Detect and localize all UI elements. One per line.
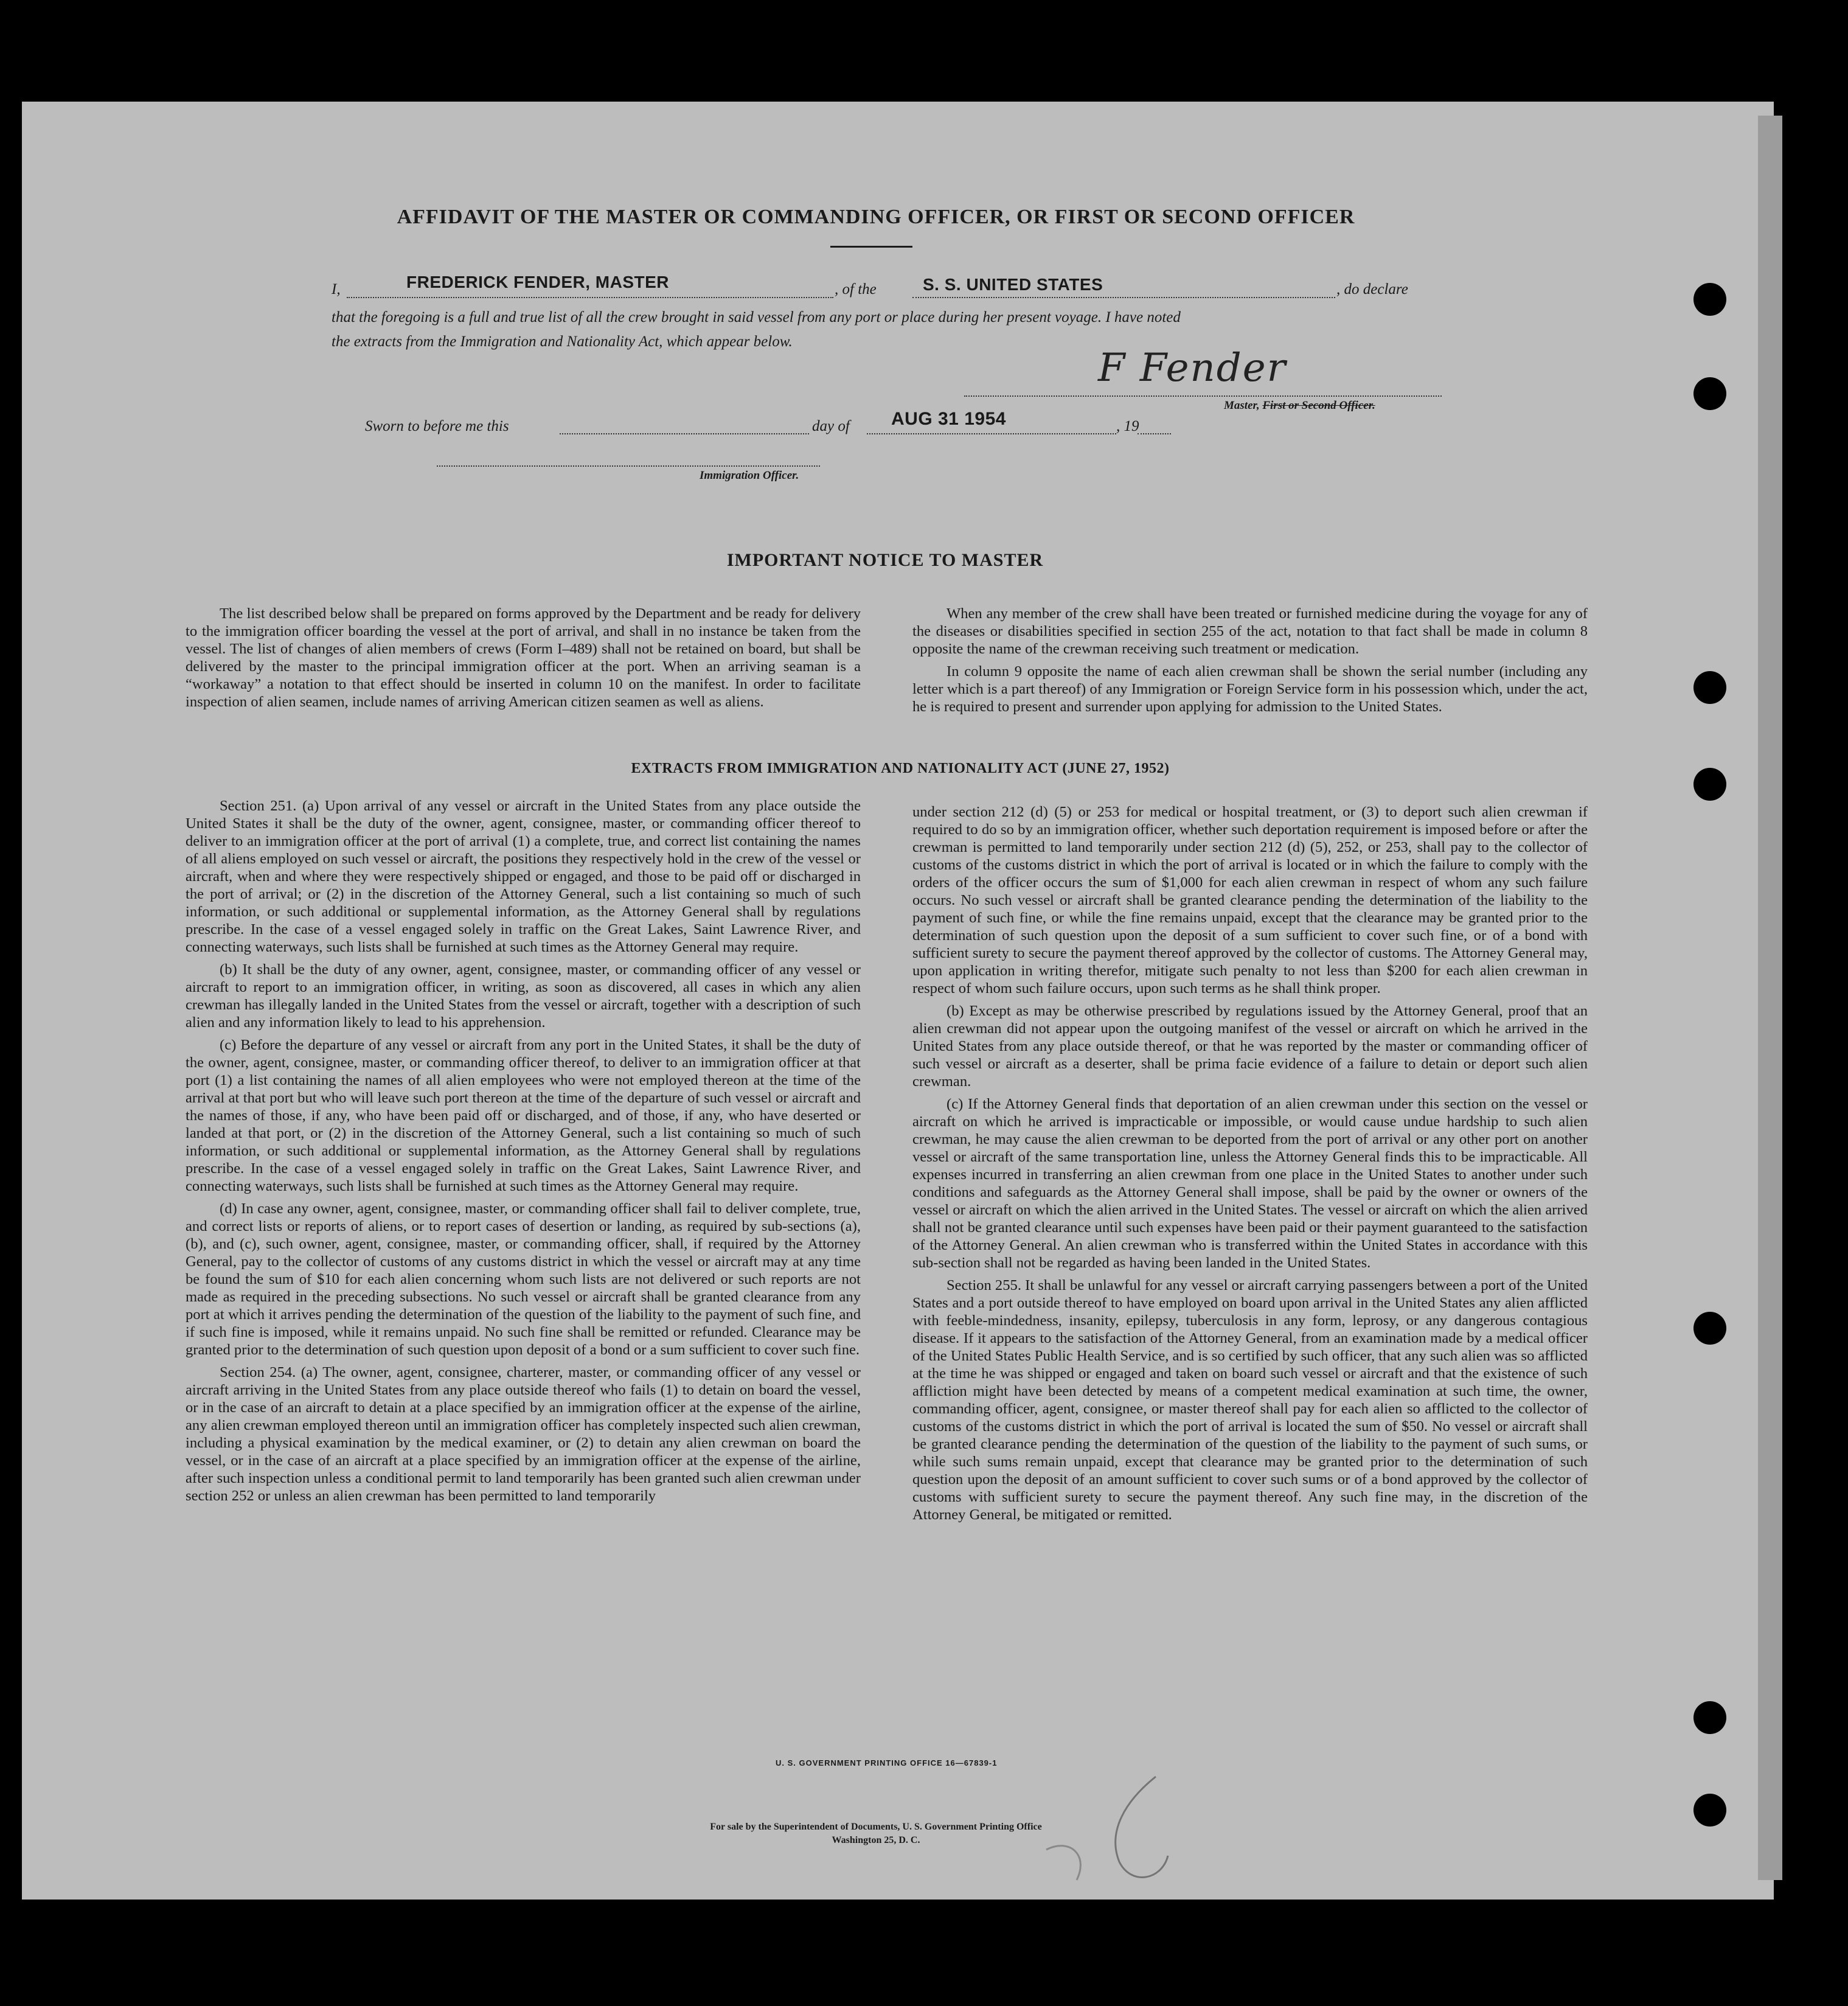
binder-hole (1693, 671, 1726, 704)
section-254c: (c) If the Attorney General finds that deportation of an alien crewman under this section on the vessel or aircraft on which he arrived is impracticable or impossible, or would cause undue hardship to such alien crewman, he may cause the alien crewman to be deported from the port of arrival or any other port on another vessel or aircraft of the same transportation line, unless the Attorney General finds this to be impracticable. All expenses incurred in transferring an alien crewman from one place in the United States to another under such conditions and safeguards as the Attorney General shall impose, shall be paid by the owner or owners of the vessel or aircraft on which the alien arrived in the United States. The vessel or aircraft on which the alien arrived shall not be granted clearance until such expenses have been paid or their payment guaranteed to the satisfaction of the Attorney General. An alien crewman who is transferred within the United States in accordance with this sub-section shall not be regarded as having been landed in the United States. (912, 1096, 1588, 1271)
signature-line (964, 395, 1442, 397)
section-254a-continued: under section 212 (d) (5) or 253 for medical or hospital treatment, or (3) to deport such alien crewman if required to do so by an immigration officer, whether such deportation requirement is imposed before or after the crewman is permitted to land temporarily under section 212 (d) (5), 252, or 253, shall pay to the collector of customs of the customs district in which the port of arrival is located or in which the failure to comply with the orders of the officer occurs the sum of $1,000 for each alien crewman in respect of whom any such failure occurs. No such vessel or aircraft shall be granted clearance pending the determination of the liability to the payment of such fine, or while the fine remains unpaid, except that the clearance may be granted prior to the determination of such question upon the deposit of a sum sufficient to cover such fine, or of a bond with sufficient surety to secure the payment thereof approved by the collector of customs. The Attorney General may, upon application in writing therefor, mitigate such penalty to not less than $200 for each alien crewman in respect of whom such failure occurs, upon such terms as he shall think proper. (912, 804, 1588, 997)
officer-name-field[interactable]: FREDERICK FENDER, MASTER (406, 273, 670, 291)
extracts-right-column (912, 803, 1588, 1528)
sworn-day-line (560, 433, 809, 434)
section-254a: Section 254. (a) The owner, agent, consignee, charterer, master, or commanding officer of any vessel or aircraft arriving in the United States from any place outside thereof who fails (1) to detain on board the vessel, or in the case of an aircraft to detain at a place specified by an immigration officer at the expense of the airline, any alien crewman employed thereon until an immigration officer has completely inspected such alien crewman, including a physical examination by the medical examiner, or (2) to detain any alien crewman on board the vessel, or in the case of an aircraft at a place specified by an immigration officer at the expense of the airline, after such inspection unless a conditional permit to land temporarily has been granted such alien crewman under section 252 or unless an alien crewman has been permitted to land temporarily (186, 1364, 861, 1504)
section-254b: (b) Except as may be otherwise prescribed by regulations issued by the Attorney General, proof that an alien crewman did not appear upon the outgoing manifest of the vessel or aircraft on which he arrived in the United States from any place outside thereof, or that he was reported by the master or commanding officer of such vessel or aircraft as a deserter, shall be prima facie evidence of a failure to detain or deport such alien crewman. (912, 1003, 1588, 1090)
binder-hole (1693, 1701, 1726, 1734)
sale-line-1: For sale by the Superintendent of Documents, U. S. Government Printing Office (710, 1822, 1042, 1832)
do-declare-label: , do declare (1336, 281, 1408, 298)
year-prefix: , 19 (1116, 418, 1139, 434)
immigration-officer-caption: Immigration Officer. (700, 469, 799, 482)
binder-hole (1693, 1312, 1726, 1345)
notice-left-paragraph: The list described below shall be prepared on forms approved by the Department and be ready for delivery to the immigration officer boarding the vessel at the port of arrival, and shall in no instance be taken from the vessel. The list of changes of alien members of crews (Form I–489) shall not be retained on board, but shall be delivered by the master to the principal immigration officer at the port. When an arriving seaman is a “workaway” a notation to that effect should be inserted in column 10 on the manifest. In order to facilitate inspection of alien seamen, include names of arriving American citizen seamen as well as aliens. (186, 605, 861, 710)
binder-hole (1693, 283, 1726, 316)
vessel-line (912, 297, 1335, 298)
title-rule (830, 246, 912, 248)
notice-right-column (912, 605, 1588, 720)
signature-role (1224, 399, 1375, 413)
of-the-label: , of the (835, 281, 877, 298)
section-251c: (c) Before the departure of any vessel or aircraft from any port in the United States, it shall be the duty of the owner, agent, consignee, master, or commanding officer thereof, to deliver to an immigration officer at that port (1) a list containing the names of all alien employees who were not employed thereon at the time of the arrival at that port but who will leave such port thereon at the time of the departure of such vessel or aircraft and the names of those, if any, who have been paid off or discharged, and of those, if any, who have deserted or landed at that port, or (2) in the discretion of the Attorney General, such a list containing so much of such information, or such additional or supplemental information, as the Attorney General shall by regulations prescribe. In the case of a vessel engaged solely in traffic on the Great Lakes, Saint Lawrence River, and connecting waterways, such lists shall be furnished at such times as the Attorney General may require. (186, 1037, 861, 1194)
master-signature: F Fender (1098, 346, 1287, 391)
role-master: Master, (1224, 399, 1260, 412)
section-251a: Section 251. (a) Upon arrival of any vessel or aircraft in the United States from any place outside the United States it shall be the duty of the owner, agent, consignee, master, or commanding officer thereof to deliver to an immigration officer at the port of arrival (1) a complete, true, and correct list containing the names of all aliens employed on such vessel or aircraft, the positions they respectively hold in the crew of the vessel or aircraft, when and where they were respectively shipped or engaged, and those to be paid off or discharged in the port of arrival; or (2) in the discretion of the Attorney General, such a list containing so much of such information, or such additional or supplemental information, as the Attorney General shall by regulations prescribe. In the case of a vessel engaged solely in traffic on the Great Lakes, Saint Lawrence River, and connecting waterways, such lists shall be furnished at such times as the Attorney General may require. (186, 798, 861, 955)
officer-line (437, 465, 820, 467)
pencil-scribble (1034, 1764, 1290, 1898)
binder-hole (1693, 768, 1726, 801)
notice-title: IMPORTANT NOTICE TO MASTER (726, 550, 1044, 570)
notice-right-paragraph-1: When any member of the crew shall have been treated or furnished medicine during the voyage for any of the diseases or disabilities specified in section 255 of the act, notation to that fact shall be made in column 8 opposite the name of the crewman receiving such treatment or medication. (912, 605, 1588, 657)
sale-line-2: Washington 25, D. C. (832, 1835, 920, 1845)
notice-left-column (186, 605, 861, 716)
section-251b: (b) It shall be the duty of any owner, agent, consignee, master, or commanding officer of any vessel or aircraft to report to an immigration officer, in writing, as soon as discovered, all cases in which any alien crewman has illegally landed in the United States from the vessel or aircraft, together with a description of such alien and any information likely to lead to his apprehension. (186, 961, 861, 1031)
section-255: Section 255. It shall be unlawful for any vessel or aircraft carrying passengers between a port of the United States and a port outside thereof to have employed on board upon arrival in the United States any alien afflicted with feeble-mindedness, insanity, epilepsy, tuberculosis in any form, leprosy, or any dangerous contagious disease. If it appears to the satisfaction of the Attorney General, from an examination made by a medical officer of the United States Public Health Service, and is so certified by such officer, that any such alien was so afflicted at the time he was shipped or engaged and taken on board such vessel or aircraft and that the existence of such affliction might have been detected by means of a competent medical examination at such time, the owner, commanding officer, agent, consignee, or master thereof shall pay for each alien so afflicted to the collector of customs of the customs district in which the port of arrival is located the sum of $50. No vessel or aircraft shall be granted clearance pending the determination of the question of the liability to the payment of such sums, or while such sums remain unpaid, except that clearance may be granted prior to the determination of such question upon the deposit of an amount sufficient to cover such sums or of a bond approved by the collector of customs with sufficient surety to secure the payment thereof. Any such fine may, in the discretion of the Attorney General, be mitigated or remitted. (912, 1277, 1588, 1523)
section-251d: (d) In case any owner, agent, consignee, master, or commanding officer shall fail to deliver complete, true, and correct lists or reports of aliens, or to report cases of desertion or landing, as required by sub-sections (a), (b), and (c), such owner, agent, consignee, master, or commanding officer, shall, if required by the Attorney General, pay to the collector of customs of any customs district in which the vessel or aircraft may at any time be found the sum of $10 for each alien concerning whom such lists are not delivered or such reports are not made as required in the preceding subsections. No such vessel or aircraft shall be granted clearance from any port at which it arrives pending the determination of the question of the liability to the payment of such fine, and if such fine is imposed, while it remains unpaid. No such fine shall be remitted or refunded. Clearance may be granted prior to the determination of such question upon deposit of a bond or a sum sufficient to cover such fine. (186, 1200, 861, 1358)
affidavit-title: AFFIDAVIT OF THE MASTER OR COMMANDING OFFICER, OR FIRST OR SECOND OFFICER (397, 206, 1355, 228)
notice-right-paragraph-2: In column 9 opposite the name of each alien crewman shall be shown the serial number (including any letter which is a part thereof) of any Immigration or Foreign Service form in his possession which, under the act, he is required to present and surrender upon applying for admission to the United States. (912, 663, 1588, 715)
year-line (1138, 433, 1171, 434)
extracts-title: EXTRACTS FROM IMMIGRATION AND NATIONALITY ACT (JUNE 27, 1952) (631, 761, 1170, 776)
role-struck: First or Second Officer. (1262, 399, 1375, 412)
extracts-left-column (186, 797, 861, 1510)
binder-hole (1693, 377, 1726, 410)
vessel-name-field[interactable]: S. S. UNITED STATES (923, 275, 1103, 294)
binder-hole (1693, 1794, 1726, 1827)
sworn-label: Sworn to before me this (365, 418, 509, 434)
sheet-edge-shadow (1758, 116, 1782, 1880)
printing-office-code: U. S. GOVERNMENT PRINTING OFFICE 16—67839-1 (776, 1758, 998, 1767)
i-prefix: I, (332, 281, 341, 298)
name-line (347, 297, 833, 298)
declaration-line-1: that the foregoing is a full and true list of all the crew brought in said vessel from any port or place during her present voyage. I have noted (332, 309, 1181, 326)
declaration-line-2: the extracts from the Immigration and Nationality Act, which appear below. (332, 333, 793, 350)
sworn-month-line (867, 433, 1116, 434)
sworn-date-stamp[interactable]: AUG 31 1954 (891, 409, 1006, 429)
day-of-label: day of (812, 418, 850, 434)
